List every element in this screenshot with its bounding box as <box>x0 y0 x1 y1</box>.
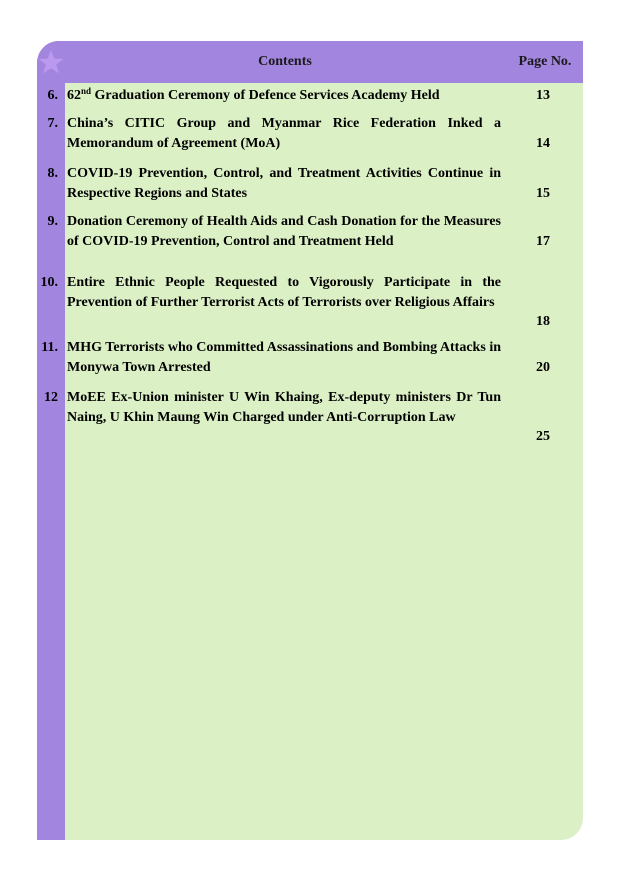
entry-page-number: 15 <box>536 185 550 201</box>
entry-number: 10. <box>40 275 58 290</box>
entry-page-number: 13 <box>536 88 550 103</box>
entry-title[interactable]: China’s CITIC Group and Myanmar Rice Federation Inked a Memorandum of Agreement (MoA) <box>67 116 501 151</box>
entry-title[interactable]: COVID-19 Prevention, Control, and Treatment Activities Continue in Respective Regions and States <box>67 166 501 201</box>
entry-number: 6. <box>47 88 58 103</box>
entry-title-ordinal: 62 <box>67 88 81 103</box>
entry-title-ordinal-suffix: nd <box>81 86 92 96</box>
entry-title[interactable]: Donation Ceremony of Health Aids and Cash Donation for the Measures of COVID-19 Prevention, Control and Treatment Held <box>67 214 501 249</box>
entry-number: 9. <box>47 214 58 229</box>
entry-number: 8. <box>47 166 58 181</box>
entry-number: 11. <box>41 340 58 355</box>
entry-title[interactable] <box>67 86 501 106</box>
entry-title[interactable]: Entire Ethnic People Requested to Vigorously Participate in the Prevention of Further Terrorist Acts of Terrorists over Religious Affairs <box>67 275 501 310</box>
entry-page-number: 20 <box>536 359 550 375</box>
entry-number: 12 <box>44 390 58 405</box>
contents-heading: Contents <box>258 54 312 69</box>
entry-title[interactable]: MoEE Ex-Union minister U Win Khaing, Ex-deputy ministers Dr Tun Naing, U Khin Maung Win Charged under Anti-Corruption Law <box>67 390 501 425</box>
entry-page-number: 18 <box>536 314 550 329</box>
entry-page-number: 17 <box>536 233 550 249</box>
entry-page-number: 14 <box>536 135 550 151</box>
left-accent-bar <box>37 41 65 840</box>
star-icon <box>38 49 64 75</box>
toc-header <box>37 41 583 83</box>
entry-title[interactable]: MHG Terrorists who Committed Assassinations and Bombing Attacks in Monywa Town Arrested <box>67 340 501 375</box>
entry-page-number: 25 <box>536 429 550 444</box>
page-no-heading: Page No. <box>518 54 572 69</box>
entry-number: 7. <box>47 116 58 131</box>
toc-frame <box>37 41 583 840</box>
entry-title-text: Graduation Ceremony of Defence Services Academy Held <box>91 88 440 103</box>
